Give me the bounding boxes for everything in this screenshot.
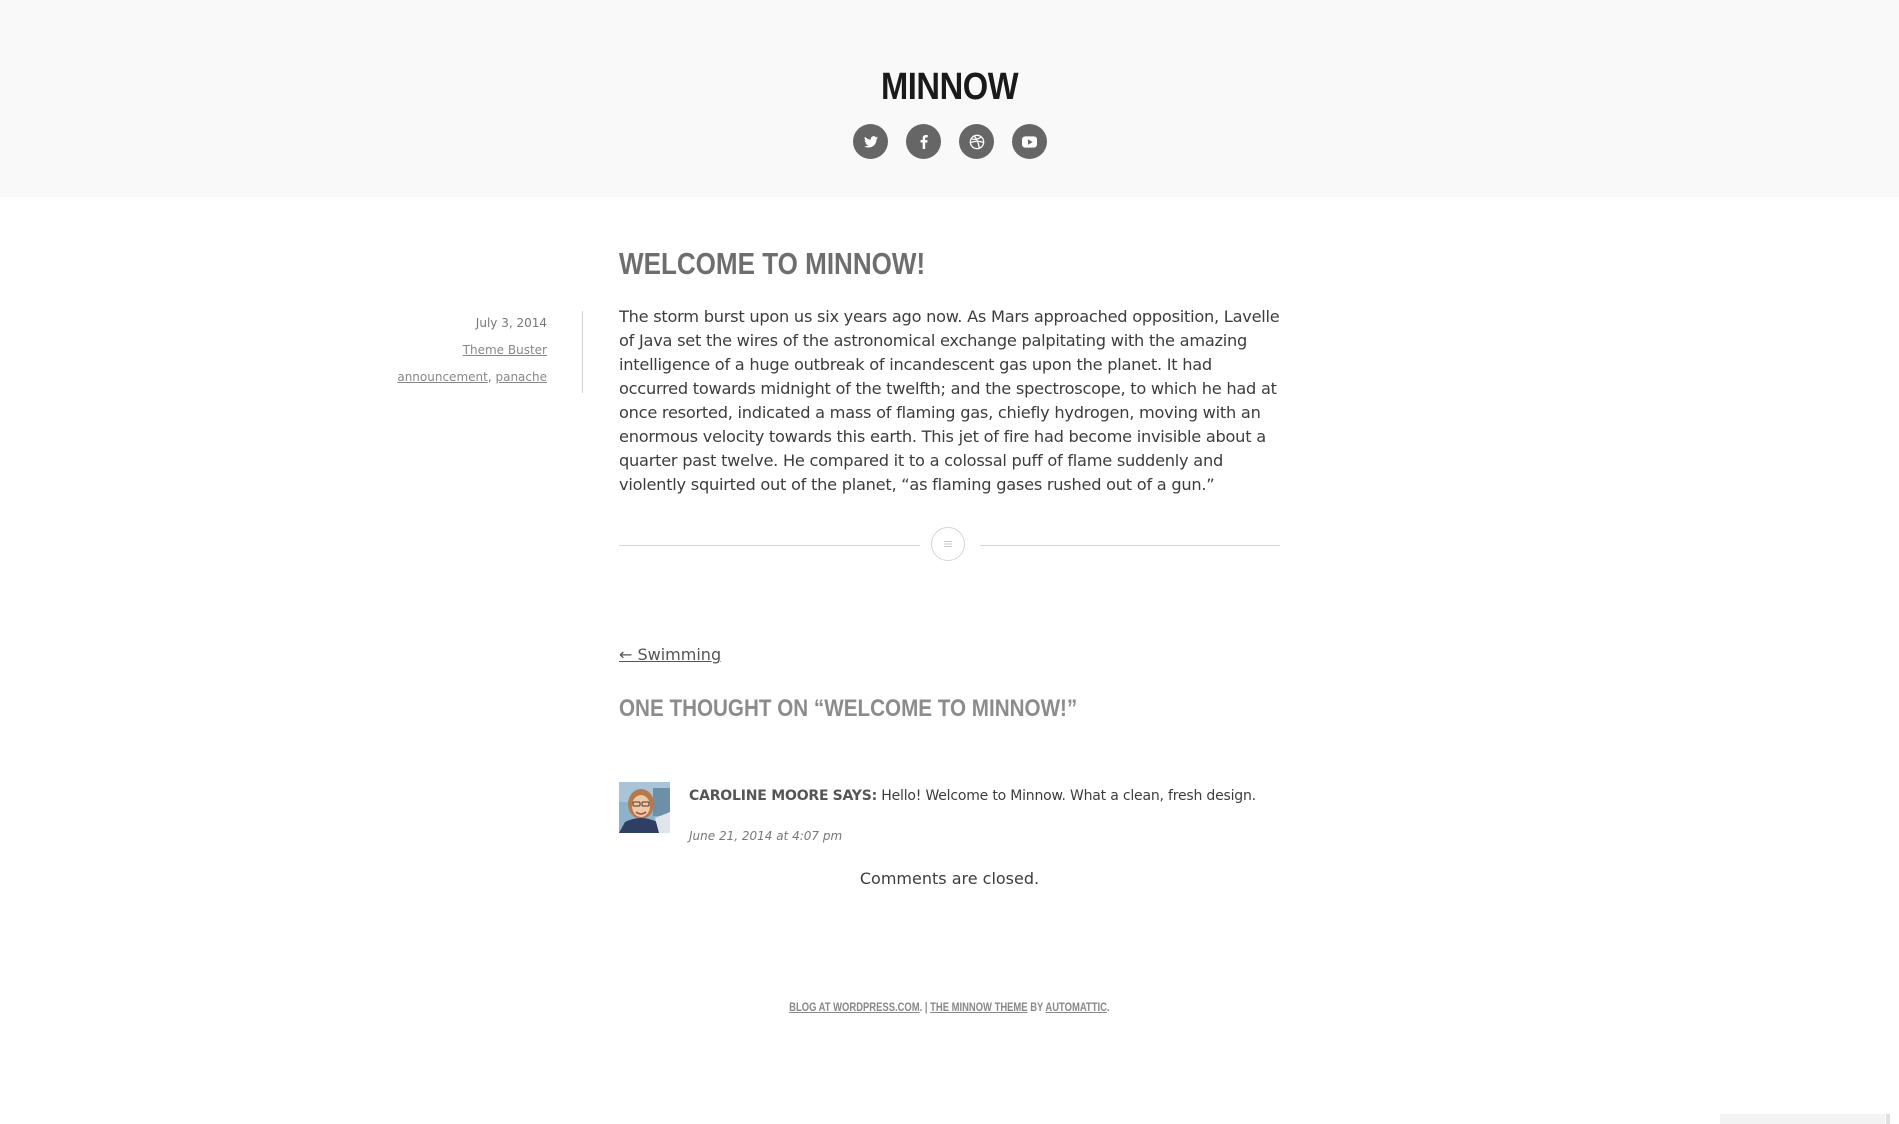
- tag-link[interactable]: announcement: [397, 370, 488, 384]
- twitter-link[interactable]: [853, 124, 888, 159]
- youtube-icon: [1022, 136, 1037, 148]
- footer-wordpress-link[interactable]: BLOG AT WORDPRESS.COM: [789, 1002, 920, 1014]
- post-title: WELCOME TO MINNOW!: [619, 246, 926, 281]
- footer-period: .: [919, 1002, 923, 1014]
- comment-text: Hello! Welcome to Minnow. What a clean, fresh design.: [881, 788, 1256, 804]
- footer-end: .: [1107, 1002, 1110, 1014]
- corner-panel: [1720, 1114, 1885, 1124]
- comments-title: ONE THOUGHT ON “WELCOME TO MINNOW!”: [619, 695, 1078, 722]
- comments-closed-notice: Comments are closed.: [859, 869, 1040, 888]
- site-footer: [0, 999, 1899, 1017]
- comment-body: [689, 785, 1256, 807]
- comment-date-link[interactable]: June 21, 2014 at 4:07 pm: [689, 829, 843, 843]
- post-divider-badge: [931, 527, 965, 561]
- twitter-icon: [864, 136, 878, 148]
- post-author-link[interactable]: Theme Buster: [462, 343, 547, 357]
- post-divider-left: [619, 545, 920, 546]
- post-content: The storm burst upon us six years ago now. As Mars approached opposition, Lavelle of Java set the wires of the astronomical exchange palpitating with the amazing intelligence of a huge outbreak of incandescent gas upon the planet. It had occurred towards midnight of the twelfth; and the spectroscope, to which he had at once resorted, indicated a mass of flaming gas, chiefly hydrogen, moving with an enormous velocity towards this earth. This jet of fire had become invisible about a quarter past twelve. He compared it to a colossal puff of flame suddenly and violently squirted out of the planet, “as flaming gases rushed out of a gun.”: [619, 307, 1280, 494]
- tag-link[interactable]: panache: [495, 370, 547, 384]
- post-meta: [380, 310, 547, 391]
- footer-theme-link[interactable]: THE MINNOW THEME: [930, 1002, 1028, 1014]
- menu-lines-icon: [944, 541, 952, 547]
- post-date: July 3, 2014: [475, 316, 547, 330]
- corner-handle: [1886, 1114, 1890, 1124]
- facebook-link[interactable]: [906, 124, 941, 159]
- comment-author: CAROLINE MOORE: [689, 788, 829, 804]
- dribbble-icon: [969, 134, 985, 150]
- dribbble-link[interactable]: [959, 124, 994, 159]
- tag-separator: ,: [487, 370, 492, 384]
- previous-post-link[interactable]: ← Swimming: [619, 645, 722, 664]
- avatar: [619, 782, 670, 833]
- facebook-icon: [920, 135, 928, 149]
- social-links: [853, 124, 1047, 159]
- comment-says: SAYS:: [832, 788, 878, 804]
- footer-author-link[interactable]: AUTOMATTIC: [1045, 1002, 1108, 1014]
- youtube-link[interactable]: [1012, 124, 1047, 159]
- post-tags: [380, 364, 547, 391]
- post-divider-right: [980, 545, 1280, 546]
- footer-by: BY: [1030, 1002, 1044, 1014]
- footer-separator: |: [925, 1002, 928, 1014]
- meta-divider: [582, 311, 583, 393]
- site-title[interactable]: MINNOW: [880, 66, 1019, 108]
